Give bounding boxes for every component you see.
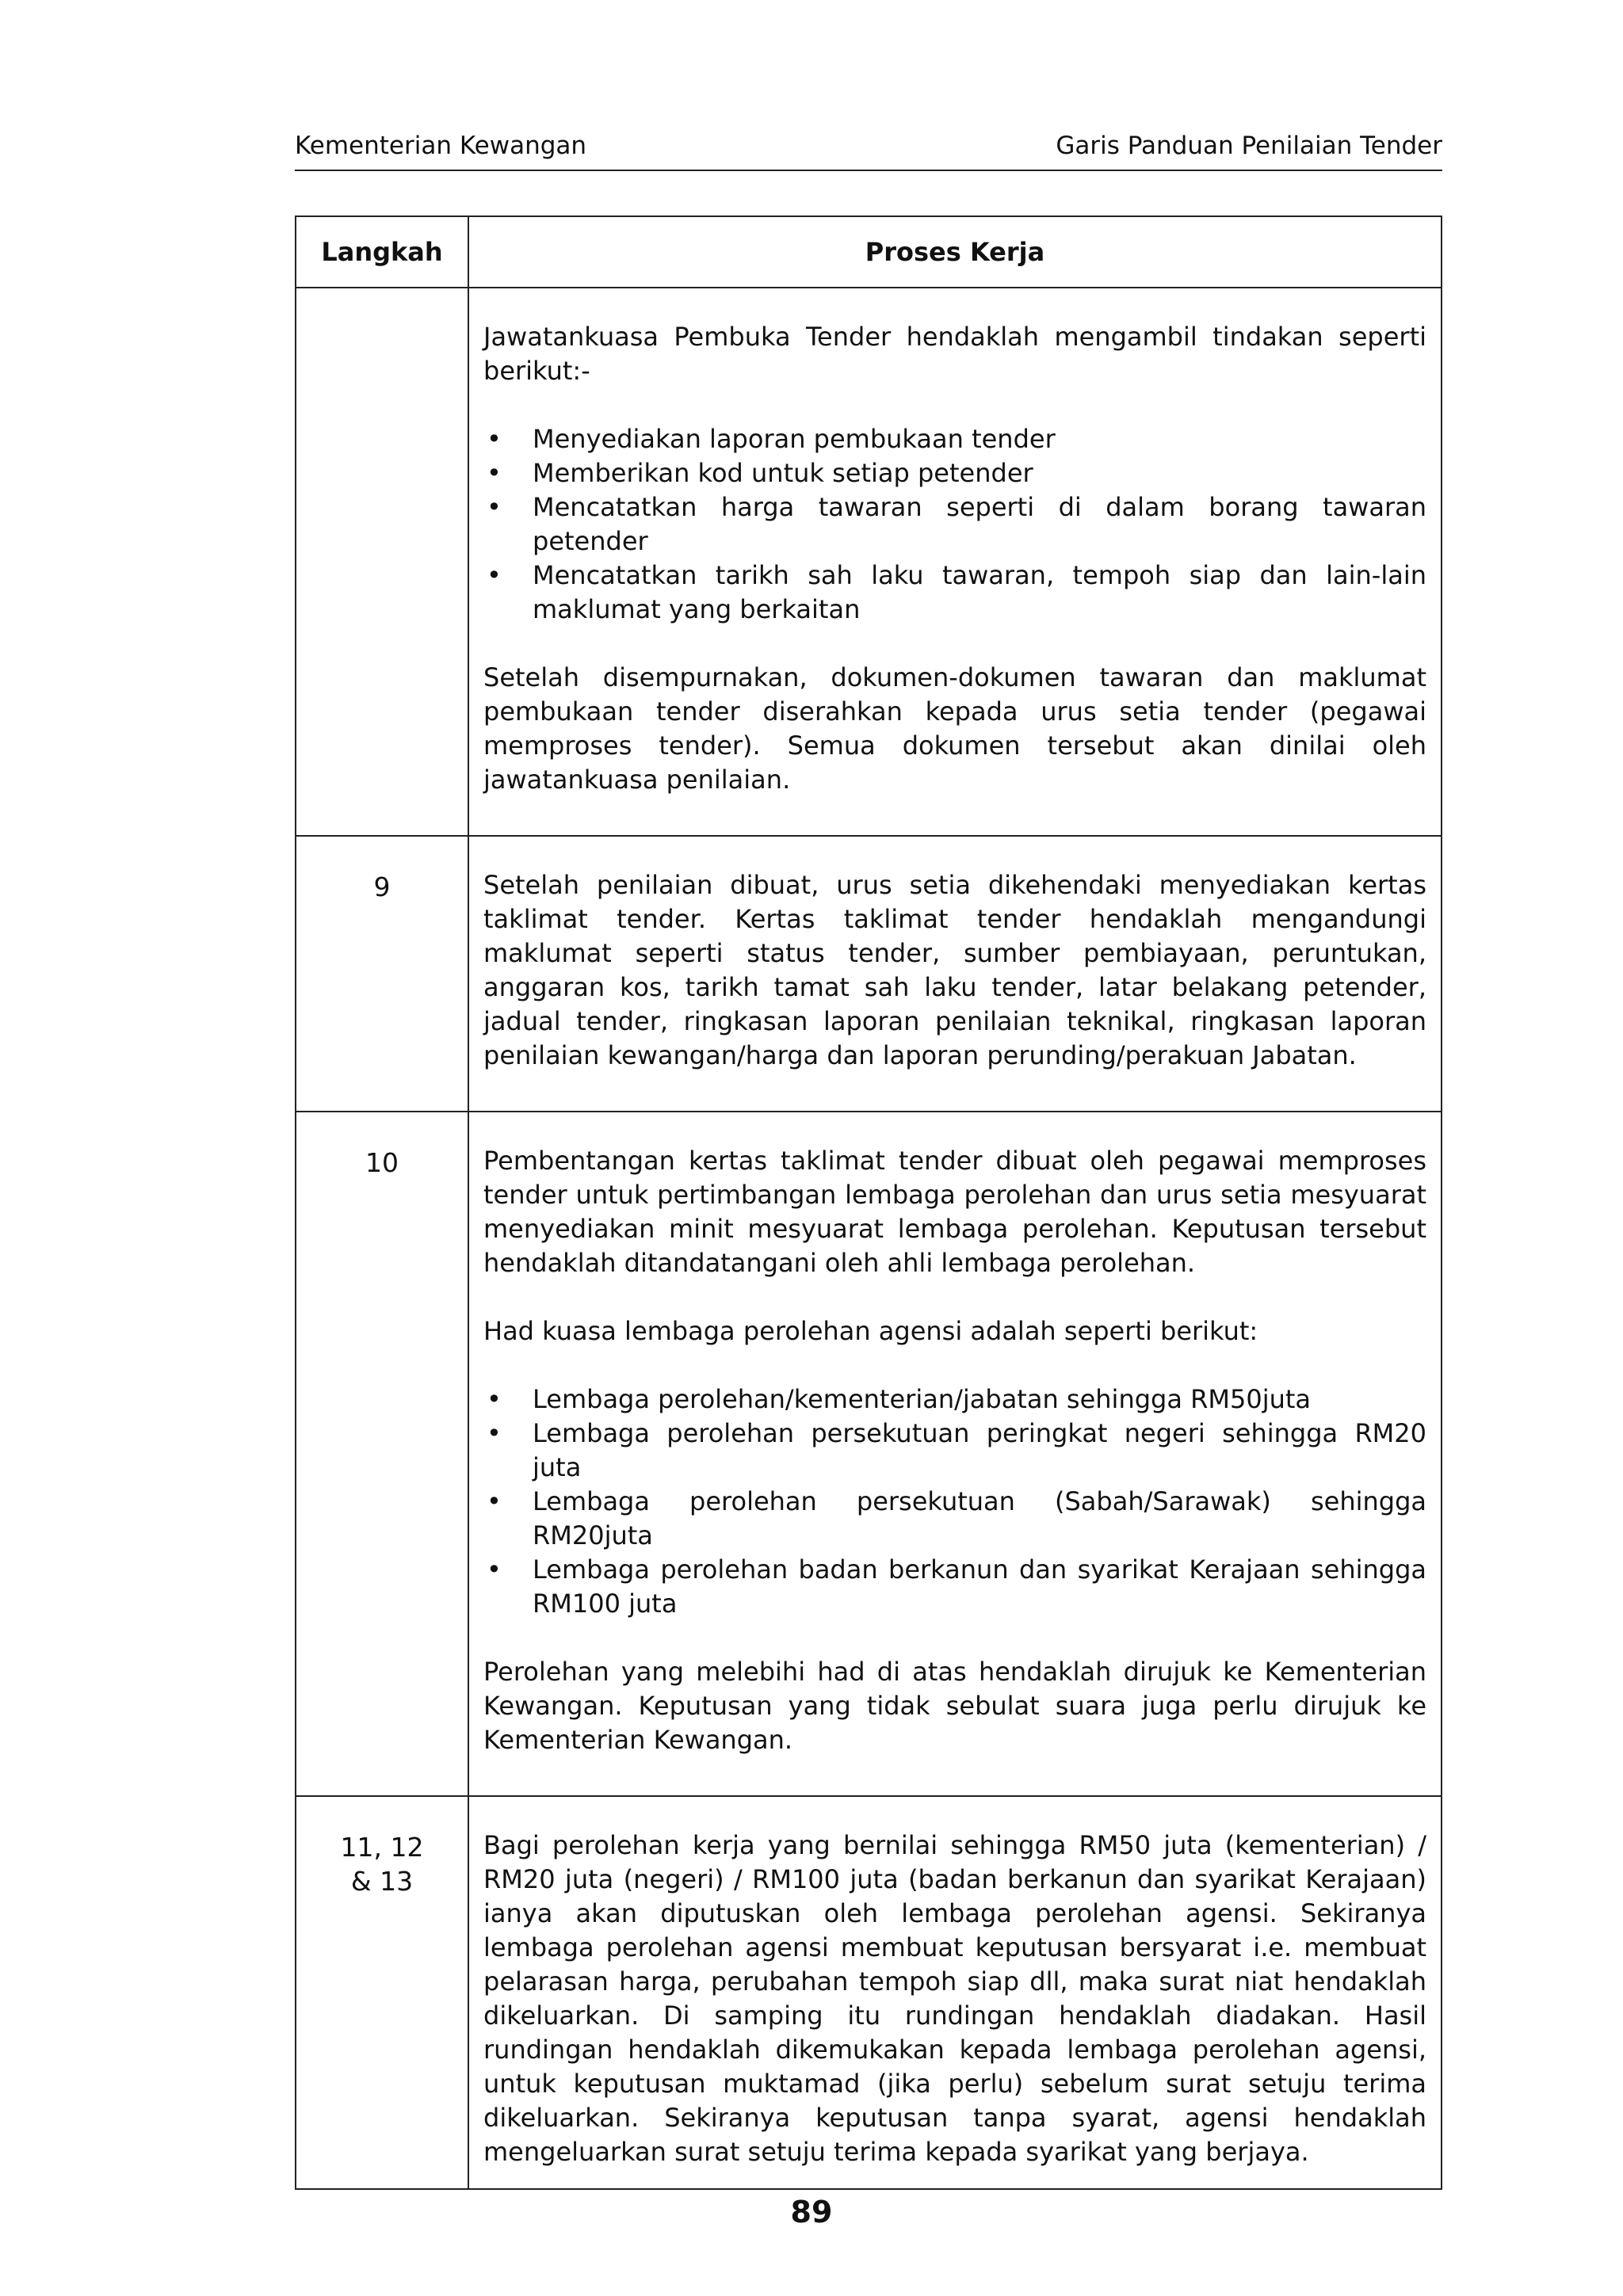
process-table	[295, 215, 1442, 2190]
step-cell	[296, 1796, 468, 2189]
table-header-row	[296, 216, 1442, 288]
step-line: 11, 12	[340, 1832, 424, 1863]
step-line: & 13	[350, 1866, 414, 1897]
process-cell	[468, 1112, 1442, 1796]
page-header	[295, 132, 1442, 171]
table-row	[296, 1112, 1442, 1796]
list-item: • Lembaga perolehan persekutuan peringkat negeri sehingga RM20 juta	[533, 1417, 1426, 1485]
step-cell	[296, 288, 468, 836]
list-item: • Mencatatkan tarikh sah laku tawaran, tempoh siap dan lain-lain maklumat yang berkaitan	[533, 559, 1426, 627]
list-item: • Mencatatkan harga tawaran seperti di dalam borang tawaran petender	[533, 490, 1426, 559]
page-number: 89	[790, 2195, 833, 2229]
column-header-step: Langkah	[296, 216, 468, 288]
paragraph: Jawatankuasa Pembuka Tender hendaklah mengambil tindakan seperti berikut:-	[483, 322, 1426, 386]
list-item: • Lembaga perolehan/kementerian/jabatan sehingga RM50juta	[533, 1383, 1426, 1417]
column-header-process: Proses Kerja	[468, 216, 1442, 288]
bullet-list	[483, 1383, 1426, 1621]
process-cell	[468, 1796, 1442, 2189]
process-cell	[468, 836, 1442, 1112]
header-left: Kementerian Kewangan	[295, 132, 587, 160]
header-right: Garis Panduan Penilaian Tender	[1056, 132, 1442, 160]
step-cell: 9	[296, 836, 468, 1112]
paragraph: Bagi perolehan kerja yang bernilai sehingga RM50 juta (kementerian) / RM20 juta (negeri) / RM100 juta (badan berkanun dan syarikat Kerajaan) ianya akan diputuskan oleh lembaga perolehan agensi. Sekiranya lembaga perolehan agensi membuat keputusan bersyarat i.e. membuat pelarasan harga, perubahan tempoh siap dll, maka surat niat hendaklah dikeluarkan. Di samping itu rundingan hendaklah diadakan. Hasil rundingan hendaklah dikemukakan kepada lembaga perolehan agensi, untuk keputusan muktamad (jika perlu) sebelum surat setuju terima dikeluarkan. Sekiranya keputusan tanpa syarat, agensi hendaklah mengeluarkan surat setuju terima kepada syarikat yang berjaya.	[483, 1830, 1426, 2167]
list-item: • Menyediakan laporan pembukaan tender	[533, 422, 1426, 456]
list-item: • Lembaga perolehan badan berkanun dan syarikat Kerajaan sehingga RM100 juta	[533, 1553, 1426, 1621]
list-item: • Memberikan kod untuk setiap petender	[533, 456, 1426, 490]
bullet-list	[483, 422, 1426, 627]
paragraph: Setelah disempurnakan, dokumen-dokumen tawaran dan maklumat pembukaan tender diserahkan kepada urus setia tender (pegawai memproses tender). Semua dokumen tersebut akan dinilai oleh jawatankuasa penilaian.	[483, 662, 1426, 795]
step-cell: 10	[296, 1112, 468, 1796]
table-row	[296, 1796, 1442, 2189]
paragraph: Pembentangan kertas taklimat tender dibuat oleh pegawai memproses tender untuk pertimbangan lembaga perolehan dan urus setia mesyuarat menyediakan minit mesyuarat lembaga perolehan. Keputusan tersebut hendaklah ditandatangani oleh ahli lembaga perolehan.	[483, 1146, 1426, 1278]
process-cell	[468, 288, 1442, 836]
paragraph: Perolehan yang melebihi had di atas hendaklah dirujuk ke Kementerian Kewangan. Keputusan yang tidak sebulat suara juga perlu dirujuk ke Kementerian Kewangan.	[483, 1657, 1426, 1755]
paragraph: Had kuasa lembaga perolehan agensi adalah seperti berikut:	[483, 1316, 1258, 1346]
table-row	[296, 836, 1442, 1112]
paragraph: Setelah penilaian dibuat, urus setia dikehendaki menyediakan kertas taklimat tender. Kertas taklimat tender hendaklah mengandungi maklumat seperti status tender, sumber pembiayaan, peruntukan, anggaran kos, tarikh tamat sah laku tender, latar belakang petender, jadual tender, ringkasan laporan penilaian teknikal, ringkasan laporan penilaian kewangan/harga dan laporan perunding/perakuan Jabatan.	[483, 870, 1426, 1070]
list-item: • Lembaga perolehan persekutuan (Sabah/Sarawak) sehingga RM20juta	[533, 1485, 1426, 1553]
table-row	[296, 288, 1442, 836]
